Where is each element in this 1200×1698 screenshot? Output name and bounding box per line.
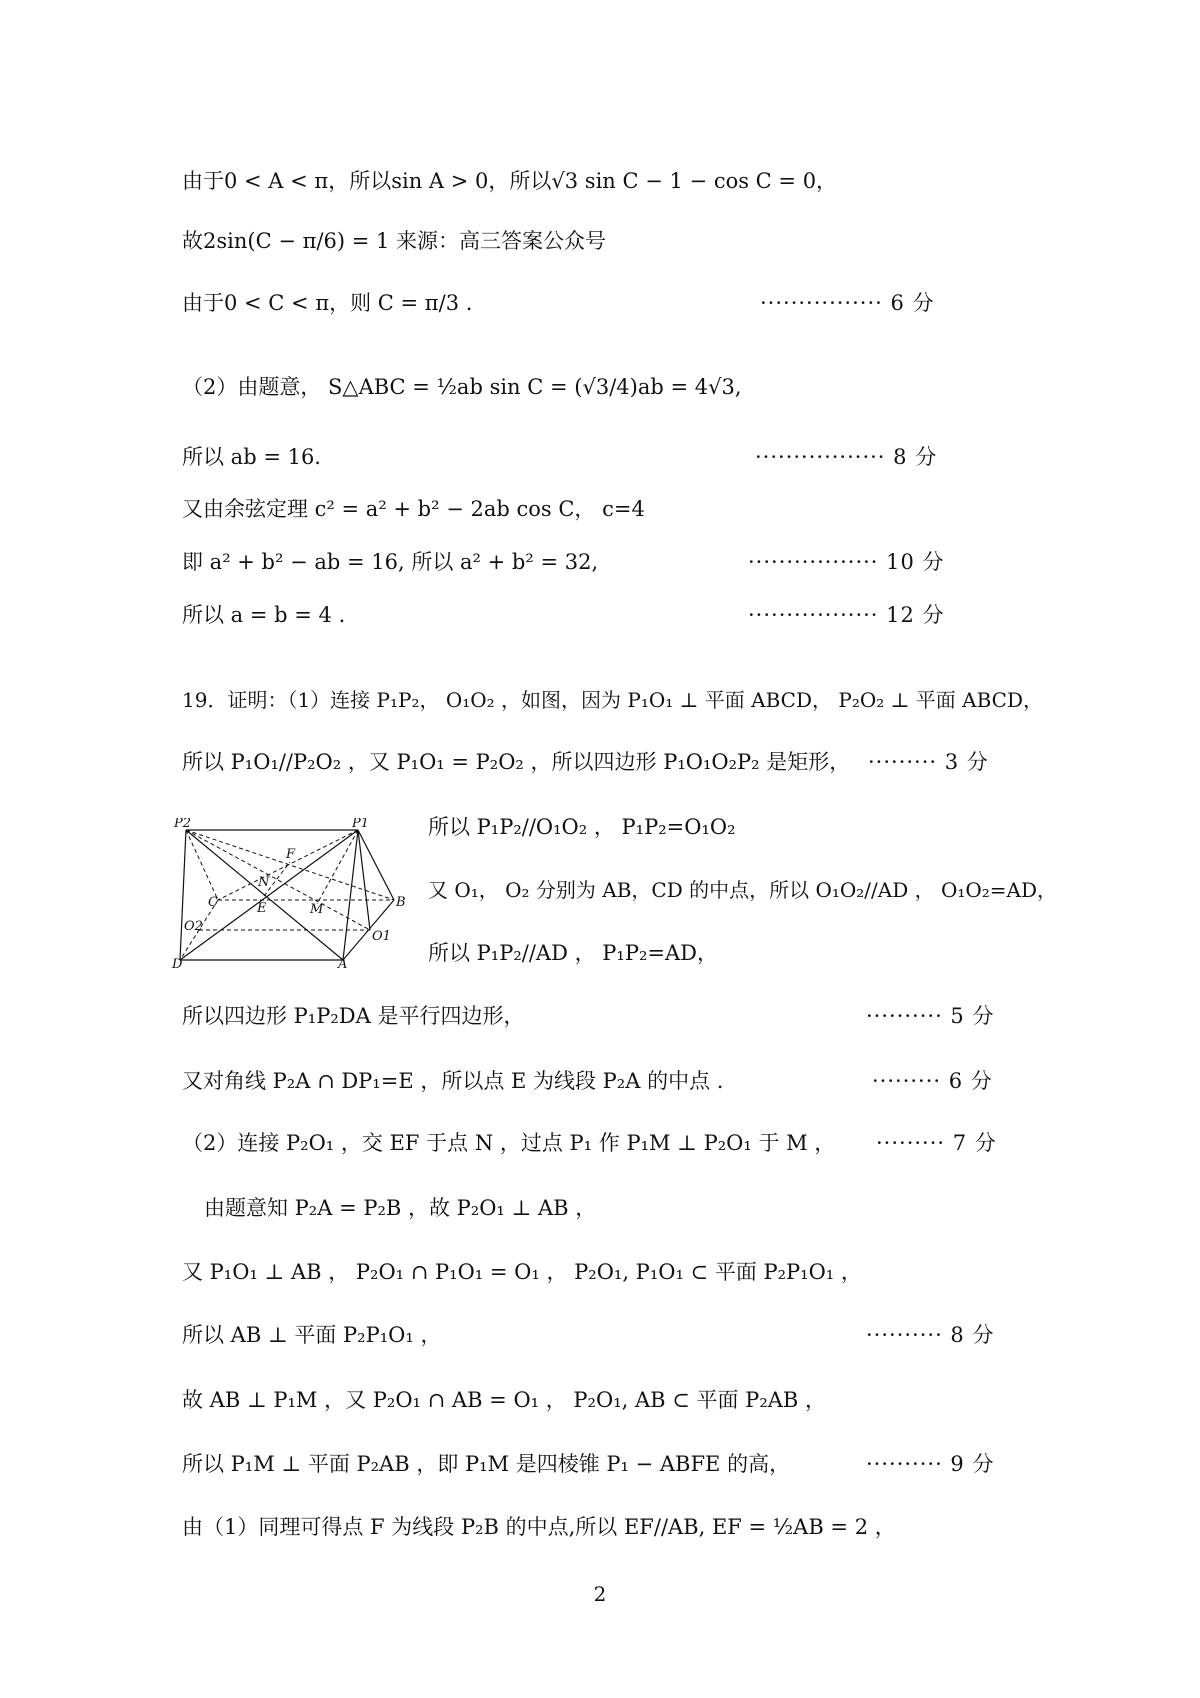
line-19: 所以 AB ⊥ 平面 P₂P₁O₁ ， — [182, 1323, 442, 1347]
edge-p2-c — [186, 830, 218, 900]
edge-p1-m — [317, 830, 358, 904]
edge-p1-b — [358, 830, 394, 900]
score-7: ········· 7 分 — [876, 1131, 997, 1155]
line-10: 所以 P₁O₁//P₂O₂ ，又 P₁O₁ = P₂O₂ ，所以四边形 P₁O₁O₂P₂ 是矩形， — [182, 750, 851, 774]
line-8: 所以 a = b = 4 . — [182, 603, 346, 627]
line-6: 又由余弦定理 c² = a² + b² − 2ab cos C， c=4 — [182, 497, 645, 521]
label-p1: P1 — [352, 818, 370, 831]
line-3: 由于0 < C < π，则 C = π/3 . — [182, 291, 473, 315]
line-12: 又 O₁， O₂ 分别为 AB，CD 的中点，所以 O₁O₂//AD ， O₁O₂=AD， — [428, 878, 1058, 902]
edge-p1-c — [218, 830, 358, 900]
line-14: 所以四边形 P₁P₂DA 是平行四边形， — [182, 1004, 525, 1028]
line-7: 即 a² + b² − ab = 16, 所以 a² + b² = 32, — [182, 550, 599, 574]
line-13: 所以 P₁P₂//AD ， P₁P₂=AD， — [428, 941, 718, 965]
label-c: C — [208, 895, 218, 910]
score-10: ················· 10 分 — [748, 550, 945, 574]
line-18: 又 P₁O₁ ⊥ AB ， P₂O₁ ∩ P₁O₁ = O₁ ， P₂O₁, P₁O₁ ⊂ 平面 P₂P₁O₁ ， — [182, 1260, 862, 1284]
score-9: ·········· 9 分 — [866, 1452, 995, 1476]
line-15: 又对角线 P₂A ∩ DP₁=E ，所以点 E 为线段 P₂A 的中点 . — [182, 1069, 724, 1093]
line-22: 由（1）同理可得点 F 为线段 P₂B 的中点,所以 EF//AB, EF = ½AB = 2 ， — [182, 1515, 896, 1539]
score-6b: ········· 6 分 — [872, 1069, 993, 1093]
score-12: ················· 12 分 — [748, 603, 945, 627]
line-11: 所以 P₁P₂//O₁O₂ ， P₁P₂=O₁O₂ — [428, 815, 736, 839]
line-16: （2）连接 P₂O₁ ，交 EF 于点 N ，过点 P₁ 作 P₁M ⊥ P₂O₁ 于 M ， — [182, 1131, 836, 1155]
label-o1: O1 — [372, 929, 391, 944]
edge-d-p1 — [180, 830, 358, 960]
label-d: D — [172, 957, 183, 968]
label-e: E — [257, 901, 267, 916]
line-9: 19．证明：（1）连接 P₁P₂， O₁O₂ ，如图，因为 P₁O₁ ⊥ 平面 ABCD， P₂O₂ ⊥ 平面 ABCD， — [182, 688, 1043, 712]
edge-p2-o1 — [186, 830, 370, 930]
line-1: 由于0 < A < π，所以sin A > 0，所以√3 sin C − 1 − cos C = 0， — [182, 169, 838, 193]
line-4: （2）由题意， S△ABC = ½ab sin C = (√3/4)ab = 4√3, — [182, 375, 742, 399]
score-8: ················· 8 分 — [755, 445, 938, 469]
label-n: N — [258, 875, 270, 890]
score-6: ················ 6 分 — [760, 291, 935, 315]
label-m: M — [310, 902, 324, 917]
score-8b: ·········· 8 分 — [866, 1323, 995, 1347]
label-p2: P2 — [174, 818, 192, 831]
edge-p1-a — [343, 830, 358, 960]
line-17: 由题意知 P₂A = P₂B ，故 P₂O₁ ⊥ AB ， — [204, 1196, 597, 1220]
score-5: ·········· 5 分 — [866, 1004, 995, 1028]
line-5: 所以 ab = 16. — [182, 445, 321, 469]
line-2: 故2sin(C − π/6) = 1 来源：高三答案公众号 — [182, 229, 606, 253]
label-b: B — [396, 895, 406, 910]
edge-p2-d — [180, 830, 186, 960]
pyramid-figure — [172, 818, 412, 968]
page-number: 2 — [593, 1582, 607, 1606]
line-21: 所以 P₁M ⊥ 平面 P₂AB ，即 P₁M 是四棱锥 P₁ − ABFE 的高， — [182, 1452, 791, 1476]
label-o2: O2 — [184, 919, 203, 934]
label-f: F — [286, 847, 296, 862]
label-a: A — [338, 957, 348, 968]
line-20: 故 AB ⊥ P₁M ，又 P₂O₁ ∩ AB = O₁ ， P₂O₁, AB ⊂ 平面 P₂AB ， — [182, 1388, 827, 1412]
edge-p1-o1 — [358, 830, 370, 930]
score-3: ········· 3 分 — [868, 750, 989, 774]
